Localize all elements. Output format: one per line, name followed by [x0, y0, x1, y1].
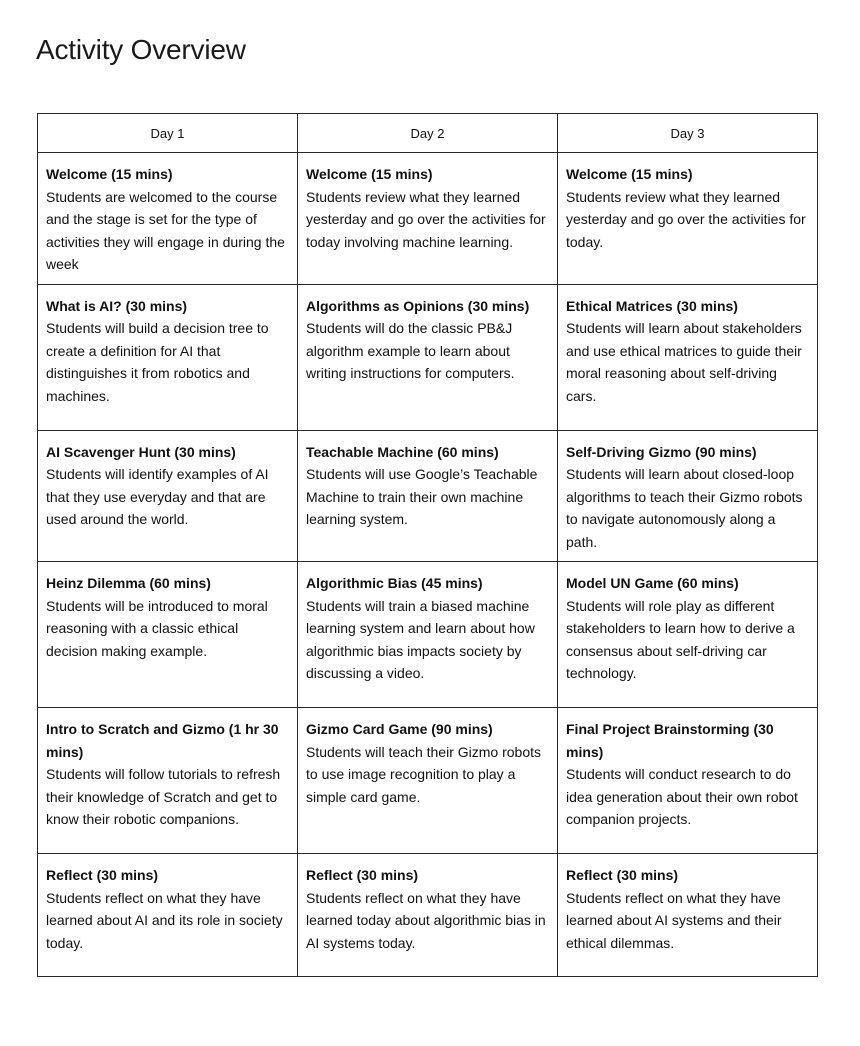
table-header-row [38, 114, 818, 153]
activity-description: Students will teach their Gizmo robots to use image recognition to play a simple card game. [306, 743, 541, 805]
activity-title: Welcome (15 mins) [566, 166, 693, 182]
activity-description: Students will use Google’s Teachable Machine to train their own machine learning system. [306, 466, 538, 527]
activity-description: Students will train a biased machine learning system and learn about how algorithmic bias impacts society by discussing a video. [306, 597, 535, 681]
page-title: Activity Overview [36, 34, 246, 65]
activity-title: Teachable Machine (60 mins) [306, 443, 499, 460]
activity-overview-table [37, 113, 818, 977]
column-header-day-2: Day 2 [298, 114, 558, 153]
activity-title: Gizmo Card Game (90 mins) [306, 721, 493, 737]
activity-description: Students reflect on what they have learned about AI systems and their ethical dilemmas. [566, 889, 782, 951]
activity-title: Reflect (30 mins) [46, 867, 159, 883]
activity-title: Self-Driving Gizmo (90 mins) [566, 443, 757, 460]
activity-cell [38, 430, 298, 562]
table-row [38, 430, 818, 562]
activity-title: Welcome (15 mins) [46, 166, 173, 182]
activity-description: Students review what they learned yesterday and go over the activities for today involving machine learning. [306, 188, 546, 250]
activity-title: Algorithms as Opinions (30 mins) [306, 297, 530, 314]
activity-title: AI Scavenger Hunt (30 mins) [46, 443, 236, 460]
activity-title: What is AI? (30 mins) [46, 297, 188, 314]
activity-description: Students will do the classic PB&J algorithm example to learn about writing instructions for computers. [306, 320, 515, 381]
activity-cell [298, 153, 558, 285]
activity-cell [38, 562, 298, 708]
activity-description: Students reflect on what they have learned about AI and its role in society today. [46, 889, 283, 951]
table-row [38, 854, 818, 977]
activity-title: Welcome (15 mins) [306, 166, 433, 182]
table-row [38, 562, 818, 708]
activity-title: Final Project Brainstorming (30 mins) [566, 721, 774, 760]
activity-description: Students will build a decision tree to create a definition for AI that distinguishes it from robotics and machines. [46, 320, 269, 404]
activity-cell [38, 854, 298, 977]
activity-cell [558, 708, 818, 854]
activity-description: Students will identify examples of AI that they use everyday and that are used around the world. [46, 466, 269, 527]
column-header-day-1: Day 1 [38, 114, 298, 153]
activity-description: Students will learn about closed-loop algorithms to teach their Gizmo robots to navigate autonomously along a path. [566, 466, 803, 550]
activity-cell [298, 708, 558, 854]
activity-cell [558, 854, 818, 977]
activity-description: Students will conduct research to do idea generation about their own robot companion projects. [566, 766, 798, 827]
activity-description: Students will be introduced to moral reasoning with a classic ethical decision making example. [46, 597, 268, 659]
activity-description: Students will role play as different stakeholders to learn how to derive a consensus about self-driving car technology. [566, 597, 795, 681]
activity-cell [38, 708, 298, 854]
activity-cell [38, 284, 298, 430]
table-row [38, 284, 818, 430]
activity-cell [558, 430, 818, 562]
activity-title: Algorithmic Bias (45 mins) [306, 575, 483, 591]
table-row [38, 153, 818, 285]
activity-title: Ethical Matrices (30 mins) [566, 297, 738, 314]
activity-description: Students will learn about stakeholders and use ethical matrices to guide their moral reasoning about self-driving cars. [566, 320, 802, 404]
activity-cell [558, 562, 818, 708]
activity-title: Reflect (30 mins) [306, 867, 419, 883]
activity-cell [558, 153, 818, 285]
activity-cell [558, 284, 818, 430]
activity-title: Intro to Scratch and Gizmo (1 hr 30 mins) [46, 721, 279, 760]
activity-title: Model UN Game (60 mins) [566, 575, 739, 591]
activity-description: Students will follow tutorials to refresh their knowledge of Scratch and get to know their robotic companions. [46, 766, 281, 827]
table-row [38, 708, 818, 854]
activity-cell [298, 854, 558, 977]
activity-description: Students review what they learned yesterday and go over the activities for today. [566, 188, 806, 250]
activity-cell [298, 284, 558, 430]
activity-cell [298, 562, 558, 708]
activity-description: Students are welcomed to the course and the stage is set for the type of activities they will engage in during the week [46, 188, 285, 272]
activity-title: Reflect (30 mins) [566, 867, 679, 883]
column-header-day-3: Day 3 [558, 114, 818, 153]
activity-description: Students reflect on what they have learned today about algorithmic bias in AI systems today. [306, 889, 546, 951]
activity-title: Heinz Dilemma (60 mins) [46, 575, 211, 591]
activity-cell [38, 153, 298, 285]
activity-cell [298, 430, 558, 562]
